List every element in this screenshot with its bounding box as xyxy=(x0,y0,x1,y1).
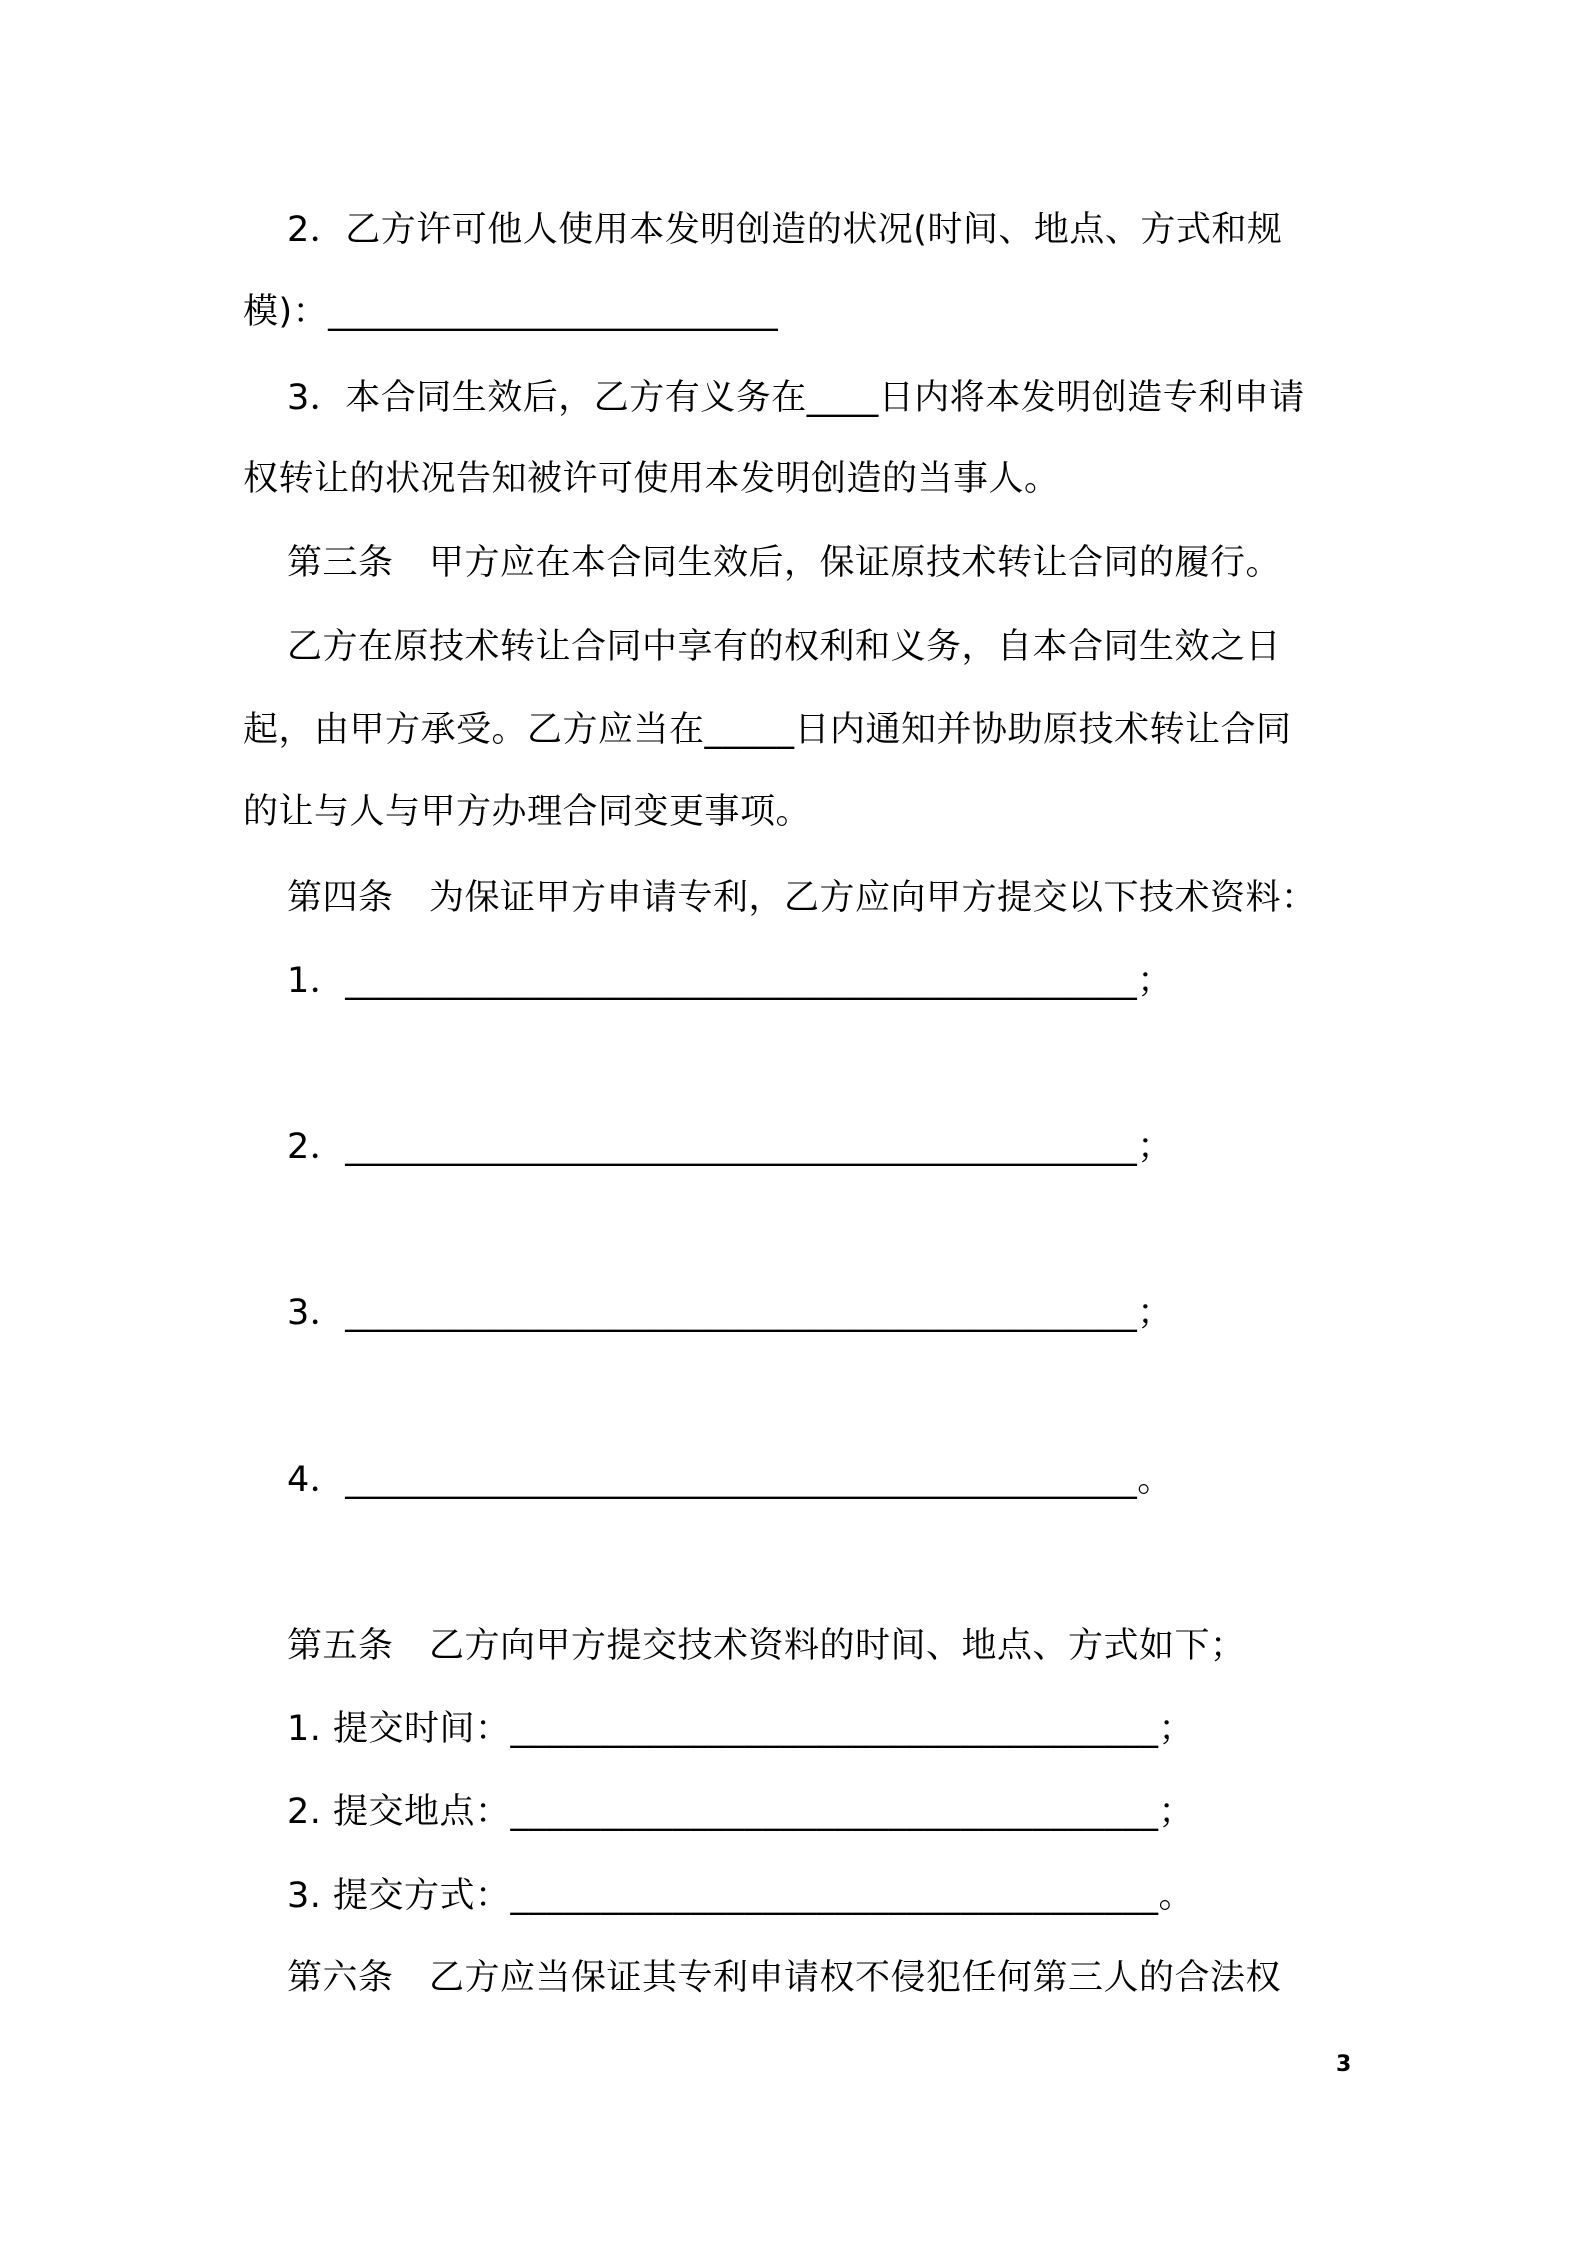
list-item: 3. 提交方式：____________________________________。 xyxy=(287,1876,1195,1916)
paragraph-line: 权转让的状况告知被许可使用本发明创造的当事人。 xyxy=(243,459,1060,499)
list-item: 4．____________________________________________。 xyxy=(287,1460,1173,1500)
paragraph-line: 起，由甲方承受。乙方应当在_____日内通知并协助原技术转让合同 xyxy=(243,710,1292,750)
page-number: 3 xyxy=(1336,2052,1352,2077)
paragraph-line: 的让与人与甲方办理合同变更事项。 xyxy=(243,792,812,832)
list-item: 1．____________________________________________； xyxy=(287,961,1173,1001)
paragraph-line: 模)：_________________________ xyxy=(243,292,779,332)
list-item: 1. 提交时间：____________________________________； xyxy=(287,1709,1195,1749)
article-3-heading: 第三条 甲方应在本合同生效后，保证原技术转让合同的履行。 xyxy=(287,543,1282,583)
list-item: 3．____________________________________________； xyxy=(287,1293,1173,1333)
paragraph-line: 2．乙方许可他人使用本发明创造的状况(时间、地点、方式和规 xyxy=(287,210,1283,250)
list-item: 2．____________________________________________； xyxy=(287,1127,1173,1167)
paragraph-line: 乙方在原技术转让合同中享有的权利和义务，自本合同生效之日 xyxy=(287,627,1282,667)
list-item: 2. 提交地点：____________________________________； xyxy=(287,1792,1195,1832)
article-6-heading: 第六条 乙方应当保证其专利申请权不侵犯任何第三人的合法权 xyxy=(287,1958,1282,1998)
article-5-heading: 第五条 乙方向甲方提交技术资料的时间、地点、方式如下； xyxy=(287,1626,1246,1666)
article-4-heading: 第四条 为保证甲方申请专利，乙方应向甲方提交以下技术资料： xyxy=(287,878,1317,918)
paragraph-line: 3．本合同生效后，乙方有义务在____日内将本发明创造专利申请 xyxy=(287,378,1305,418)
